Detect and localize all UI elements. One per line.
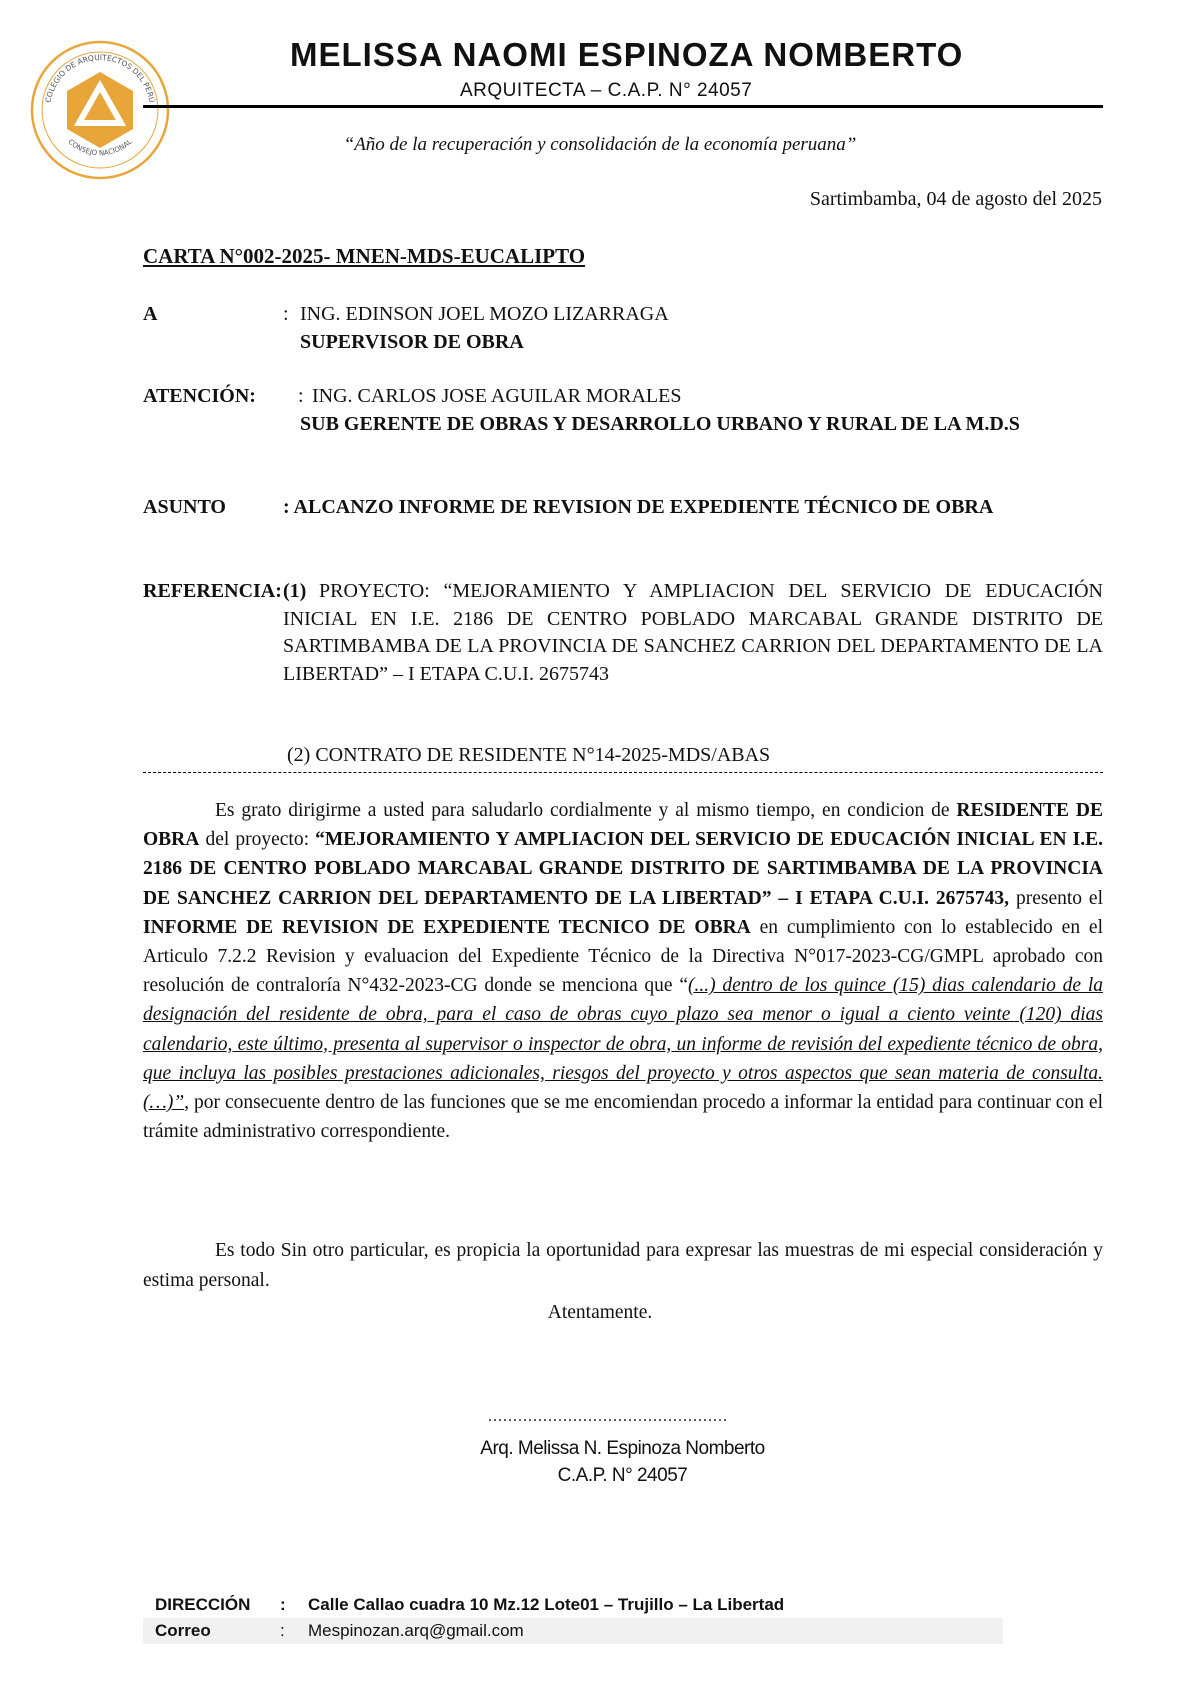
regards: Atentamente. [547, 1302, 653, 1323]
recipient-role: SUPERVISOR DE OBRA [300, 331, 524, 353]
body-part-7: en cumplimiento con lo establecido en el Articulo 7.2.2 Revision y evaluacion del Expediente Técnico de la Directiva N°017-2023-CG/GMPL aprobado con resolución de contraloría N°432-2023-CG donde se menciona que “ [143, 916, 1103, 997]
seal-top-text: COLEGIO DE ARQUITECTOS DEL PERÚ [43, 52, 157, 104]
body-part-9: , por consecuente dentro de las funciones que se me encomiendan procedo a informar la entidad para continuar con el trámite administrativo correspondiente. [143, 1092, 1103, 1143]
year-motto: “Año de la recuperación y consolidación de la economía peruana” [343, 134, 857, 155]
body-part-5: presento el [1015, 887, 1103, 909]
footer-email-row [143, 1618, 1003, 1644]
reference-label: REFERENCIA: [143, 580, 282, 602]
closing-paragraph [143, 1236, 1103, 1295]
signature-name: Arq. Melissa N. Espinoza Nomberto [480, 1438, 765, 1459]
letterhead-name: MELISSA NAOMI ESPINOZA NOMBERTO [290, 36, 964, 73]
letterhead-profession: ARQUITECTA – C.A.P. N° 24057 [460, 80, 753, 101]
subject-label: ASUNTO [143, 496, 226, 518]
footer-address-label: DIRECCIÓN [155, 1595, 251, 1614]
recipient-colon: : [283, 303, 289, 325]
reference-2: (2) CONTRATO DE RESIDENTE N°14-2025-MDS/ABAS [287, 744, 771, 766]
footer-address-colon: : [280, 1595, 286, 1614]
attention-name: ING. CARLOS JOSE AGUILAR MORALES [312, 385, 682, 407]
body-quote: (...) dentro de los quince (15) dias calendario de la designación del residente de obra, para el caso de obras cuyo plazo sea menor o igual a ciento veinte (120) dias calendario, este último, presenta al supervisor o inspector de obra, un informe de revisión del expediente técnico de obra, que incluya las posibles prestaciones adicionales, riesgos del proyecto y otros aspectos que sean materia de consulta. (…)” [143, 975, 1103, 1114]
attention-role: SUB GERENTE DE OBRAS Y DESARROLLO URBANO Y RURAL DE LA M.D.S [300, 413, 1020, 435]
architects-college-seal [28, 38, 172, 182]
subject-text: : ALCANZO INFORME DE REVISION DE EXPEDIENTE TÉCNICO DE OBRA [283, 496, 994, 518]
body-part-2: RESIDENTE DE OBRA [143, 800, 1104, 851]
recipient-label: A [143, 303, 158, 325]
seal-bottom-text: CONSEJO NACIONAL [66, 137, 134, 158]
letter-date: Sartimbamba, 04 de agosto del 2025 [809, 188, 1102, 210]
attention-label: ATENCIÓN: [143, 385, 256, 407]
body-project-name: “MEJORAMIENTO Y AMPLIACION DEL SERVICIO DE EDUCACIÓN INICIAL EN I.E. 2186 DE CENTRO POBLADO MARCABAL GRANDE DISTRITO DE SARTIMBAMBA DE LA PROVINCIA DE SANCHEZ CARRION DEL DEPARTAMENTO DE LA LIBERTAD” – I ETAPA C.U.I. 2675743, [143, 829, 1104, 909]
footer-email-colon: : [280, 1621, 285, 1640]
footer-address: Calle Callao cuadra 10 Mz.12 Lote01 – Trujillo – La Libertad [308, 1595, 785, 1614]
body-report-name: INFORME DE REVISION DE EXPEDIENTE TECNICO DE OBRA [143, 916, 751, 938]
closing-text: Es todo Sin otro particular, es propicia la oportunidad para expresar las muestras de mi especial consideración y estima personal. [143, 1240, 1103, 1291]
recipient-name: ING. EDINSON JOEL MOZO LIZARRAGA [300, 303, 669, 325]
letter-body [143, 796, 1103, 1146]
footer-email-label: Correo [155, 1621, 211, 1640]
reference-1-number: (1) [283, 580, 307, 602]
footer-email[interactable]: Mespinozan.arq@gmail.com [308, 1621, 524, 1640]
attention-colon: : [298, 385, 304, 407]
signature-line: ................................................ [488, 1408, 728, 1425]
signature-cap: C.A.P. N° 24057 [557, 1465, 688, 1486]
reference-1-text: PROYECTO: “MEJORAMIENTO Y AMPLIACION DEL SERVICIO DE EDUCACIÓN INICIAL EN I.E. 2186 DE CENTRO POBLADO MARCABAL GRANDE DISTRITO DE SARTIMBAMBA DE LA PROVINCIA DE SANCHEZ CARRION DEL DEPARTAMENTO DE LA LIBERTAD” – I ETAPA C.U.I. 2675743 [283, 580, 1103, 685]
section-divider [143, 772, 1103, 779]
letter-number: CARTA N°002-2025- MNEN-MDS-EUCALIPTO [143, 244, 586, 268]
letterhead-divider [143, 105, 1103, 108]
body-part-1: Es grato dirigirme a usted para saludarlo cordialmente y al mismo tiempo, en condicion de [215, 800, 950, 821]
body-part-3: del proyecto: [205, 829, 309, 851]
reference-1 [283, 578, 1103, 688]
footer-address-row [143, 1592, 1003, 1618]
